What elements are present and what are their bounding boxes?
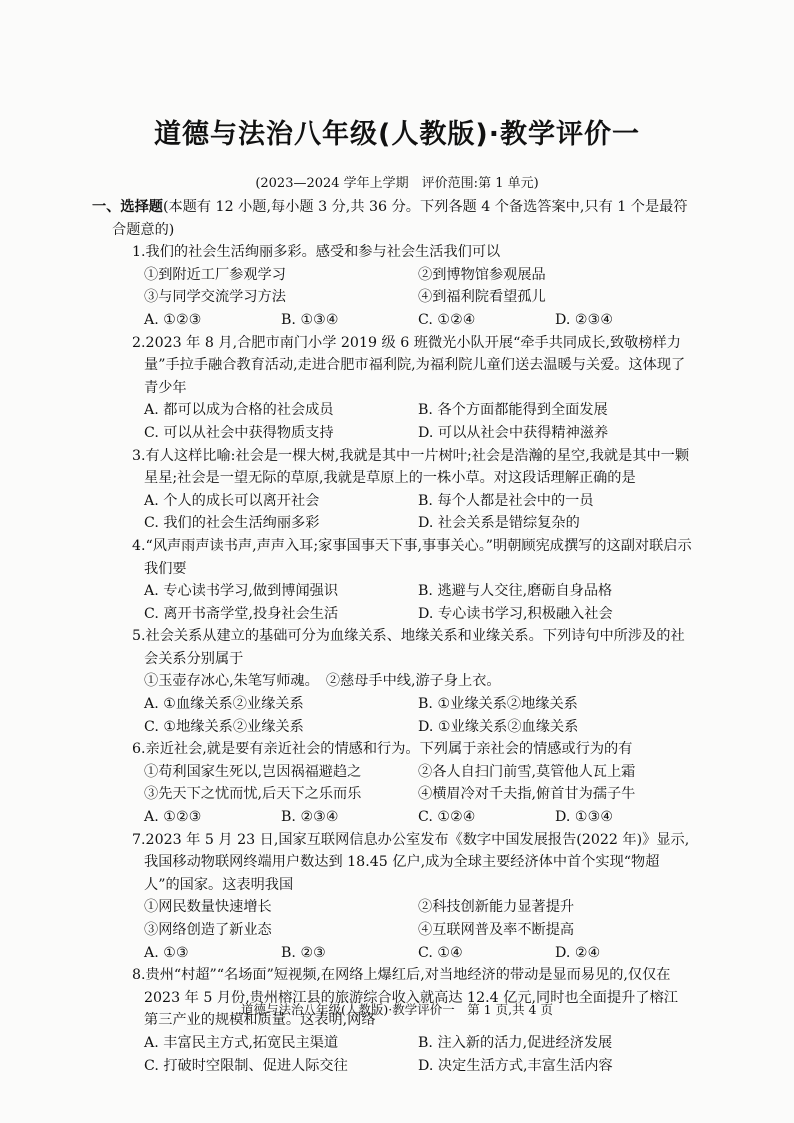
- answer-option: C. ①②④: [418, 311, 476, 328]
- section-label: 一、选择题: [92, 199, 163, 215]
- answer-option: B. ②③: [281, 944, 326, 961]
- answer-option: B. 注入新的活力,促进经济发展: [418, 1034, 613, 1051]
- statement-item: ①网民数量快速增长: [144, 899, 272, 916]
- answer-option: A. ①③: [144, 944, 189, 961]
- question-stem: 1.我们的社会生活绚丽多彩。感受和参与社会生活我们可以: [132, 244, 501, 261]
- page-subtitle: (2023—2024 学年上学期 评价范围:第 1 单元): [255, 176, 539, 191]
- poem-lines: ①玉壶存冰心,朱笔写师魂。 ②慈母手中线,游子身上衣。: [144, 673, 501, 690]
- statement-item: ④互联网普及率不断提高: [418, 922, 575, 938]
- page-footer: 道德与法治八年级(人教版)·教学评价一 第 1 页,共 4 页: [240, 1002, 553, 1017]
- question-8: [132, 964, 692, 1077]
- answer-option: C. ①④: [418, 944, 463, 961]
- question-stem: 2.2023 年 8 月,合肥市南门小学 2019 级 6 班微光小队开展“牵手共同成长,致敬榜样力量”手拉手融合教育活动,走进合肥市福利院,为福利院儿童们送去温暖与关爱。这体现了青少年: [132, 334, 686, 396]
- answer-option: C. 打破时空限制、促进人际交往: [144, 1057, 348, 1074]
- question-4: [132, 535, 692, 625]
- statement-item: ③与同学交流学习方法: [144, 289, 286, 306]
- statement-item: ②各人自扫门前雪,莫管他人瓦上霜: [418, 763, 636, 780]
- answer-option: A. 个人的成长可以离开社会: [144, 492, 320, 509]
- answer-option: D. ②③④: [555, 311, 614, 328]
- statement-item: ④横眉冷对千夫指,俯首甘为孺子牛: [418, 786, 636, 803]
- question-stem: 3.有人这样比喻:社会是一棵大树,我就是其中一片树叶;社会是浩瀚的星空,我就是其中一颗星星;社会是一望无际的草原,我就是草原上的一株小草。对这段话理解正确的是: [132, 447, 690, 487]
- answer-option: D. ②④: [555, 944, 601, 961]
- answer-option: A. 丰富民主方式,拓宽民主渠道: [144, 1034, 339, 1051]
- answer-option: B. ②③④: [281, 809, 339, 826]
- answer-option: D. 决定生活方式,丰富生活内容: [418, 1057, 613, 1074]
- section-instructions: (本题有 12 小题,每小题 3 分,共 36 分。下列各题 4 个备选答案中,只有 1 个是最符: [162, 199, 688, 215]
- answer-option: A. ①②③: [144, 809, 202, 826]
- question-7: [132, 829, 692, 965]
- answer-option: A. 都可以成为合格的社会成员: [144, 402, 334, 419]
- question-stem: 8.贵州“村超”“名场面”短视频,在网络上爆红后,对当地经济的带动是显而易见的,仅仅在 2023 年 5 月份,贵州榕江县的旅游综合收入就高达 12.4 亿元,同时也全面提升了榕江第三产业的规模和质量。这表明,网络: [132, 967, 678, 1029]
- answer-option: D. 专心读书学习,积极融入社会: [418, 605, 613, 622]
- statement-item: ②科技创新能力显著提升: [418, 899, 575, 916]
- answer-option: C. ①地缘关系②业缘关系: [144, 718, 304, 735]
- answer-option: C. 离开书斋学堂,投身社会生活: [144, 605, 339, 622]
- statement-item: ④到福利院看望孤儿: [418, 289, 546, 306]
- statement-item: ②到博物馆参观展品: [418, 266, 546, 283]
- answer-option: A. ①血缘关系②业缘关系: [144, 696, 304, 713]
- question-5: [132, 625, 692, 738]
- answer-option: D. ①③④: [555, 809, 614, 826]
- exam-content: [92, 196, 692, 1077]
- question-2: [132, 332, 692, 445]
- answer-option: C. 我们的社会生活绚丽多彩: [144, 515, 320, 532]
- answer-option: B. 逃避与人交往,磨砺自身品格: [418, 583, 613, 600]
- answer-option: D. 可以从社会中获得精神滋养: [418, 424, 609, 441]
- answer-option: B. ①业缘关系②地缘关系: [418, 696, 578, 713]
- statement-item: ①到附近工厂参观学习: [144, 266, 286, 283]
- answer-option: C. ①②④: [418, 809, 476, 826]
- statement-item: ①苟利国家生死以,岂因祸福避趋之: [144, 763, 362, 780]
- section-instructions-cont: 合题意的): [112, 221, 175, 238]
- answer-option: C. 可以从社会中获得物质支持: [144, 424, 334, 441]
- answer-option: B. ①③④: [281, 311, 339, 328]
- question-stem: 6.亲近社会,就是要有亲近社会的情感和行为。下列属于亲社会的情感或行为的有: [132, 741, 633, 758]
- question-stem: 5.社会关系从建立的基础可分为血缘关系、地缘关系和业缘关系。下列诗句中所涉及的社会关系分别属于: [132, 628, 685, 667]
- answer-option: B. 每个人都是社会中的一员: [418, 492, 594, 509]
- section-heading: [92, 196, 692, 241]
- answer-option: A. 专心读书学习,做到博闻强识: [144, 583, 339, 600]
- page-title: 道德与法治八年级(人教版)·教学评价一: [154, 119, 640, 150]
- question-stem: 4.“风声雨声读书声,声声入耳;家事国事天下事,事事关心。”明朝顾宪成撰写的这副对联启示我们要: [132, 537, 692, 577]
- answer-option: D. ①业缘关系②血缘关系: [418, 718, 579, 735]
- statement-item: ③先天下之忧而忧,后天下之乐而乐: [144, 786, 362, 803]
- answer-option: D. 社会关系是错综复杂的: [418, 515, 580, 532]
- answer-option: A. ①②③: [144, 311, 202, 328]
- statement-item: ③网络创造了新业态: [144, 922, 272, 938]
- question-3: [132, 445, 692, 535]
- question-6: [132, 738, 692, 828]
- answer-option: B. 各个方面都能得到全面发展: [418, 402, 608, 419]
- question-stem: 7.2023 年 5 月 23 日,国家互联网信息办公室发布《数字中国发展报告(2022 年)》显示,我国移动物联网终端用户数达到 18.45 亿户,成为全球主要经济体中首个实现“物超人”的国家。这表明我国: [132, 831, 690, 893]
- question-1: [132, 241, 692, 331]
